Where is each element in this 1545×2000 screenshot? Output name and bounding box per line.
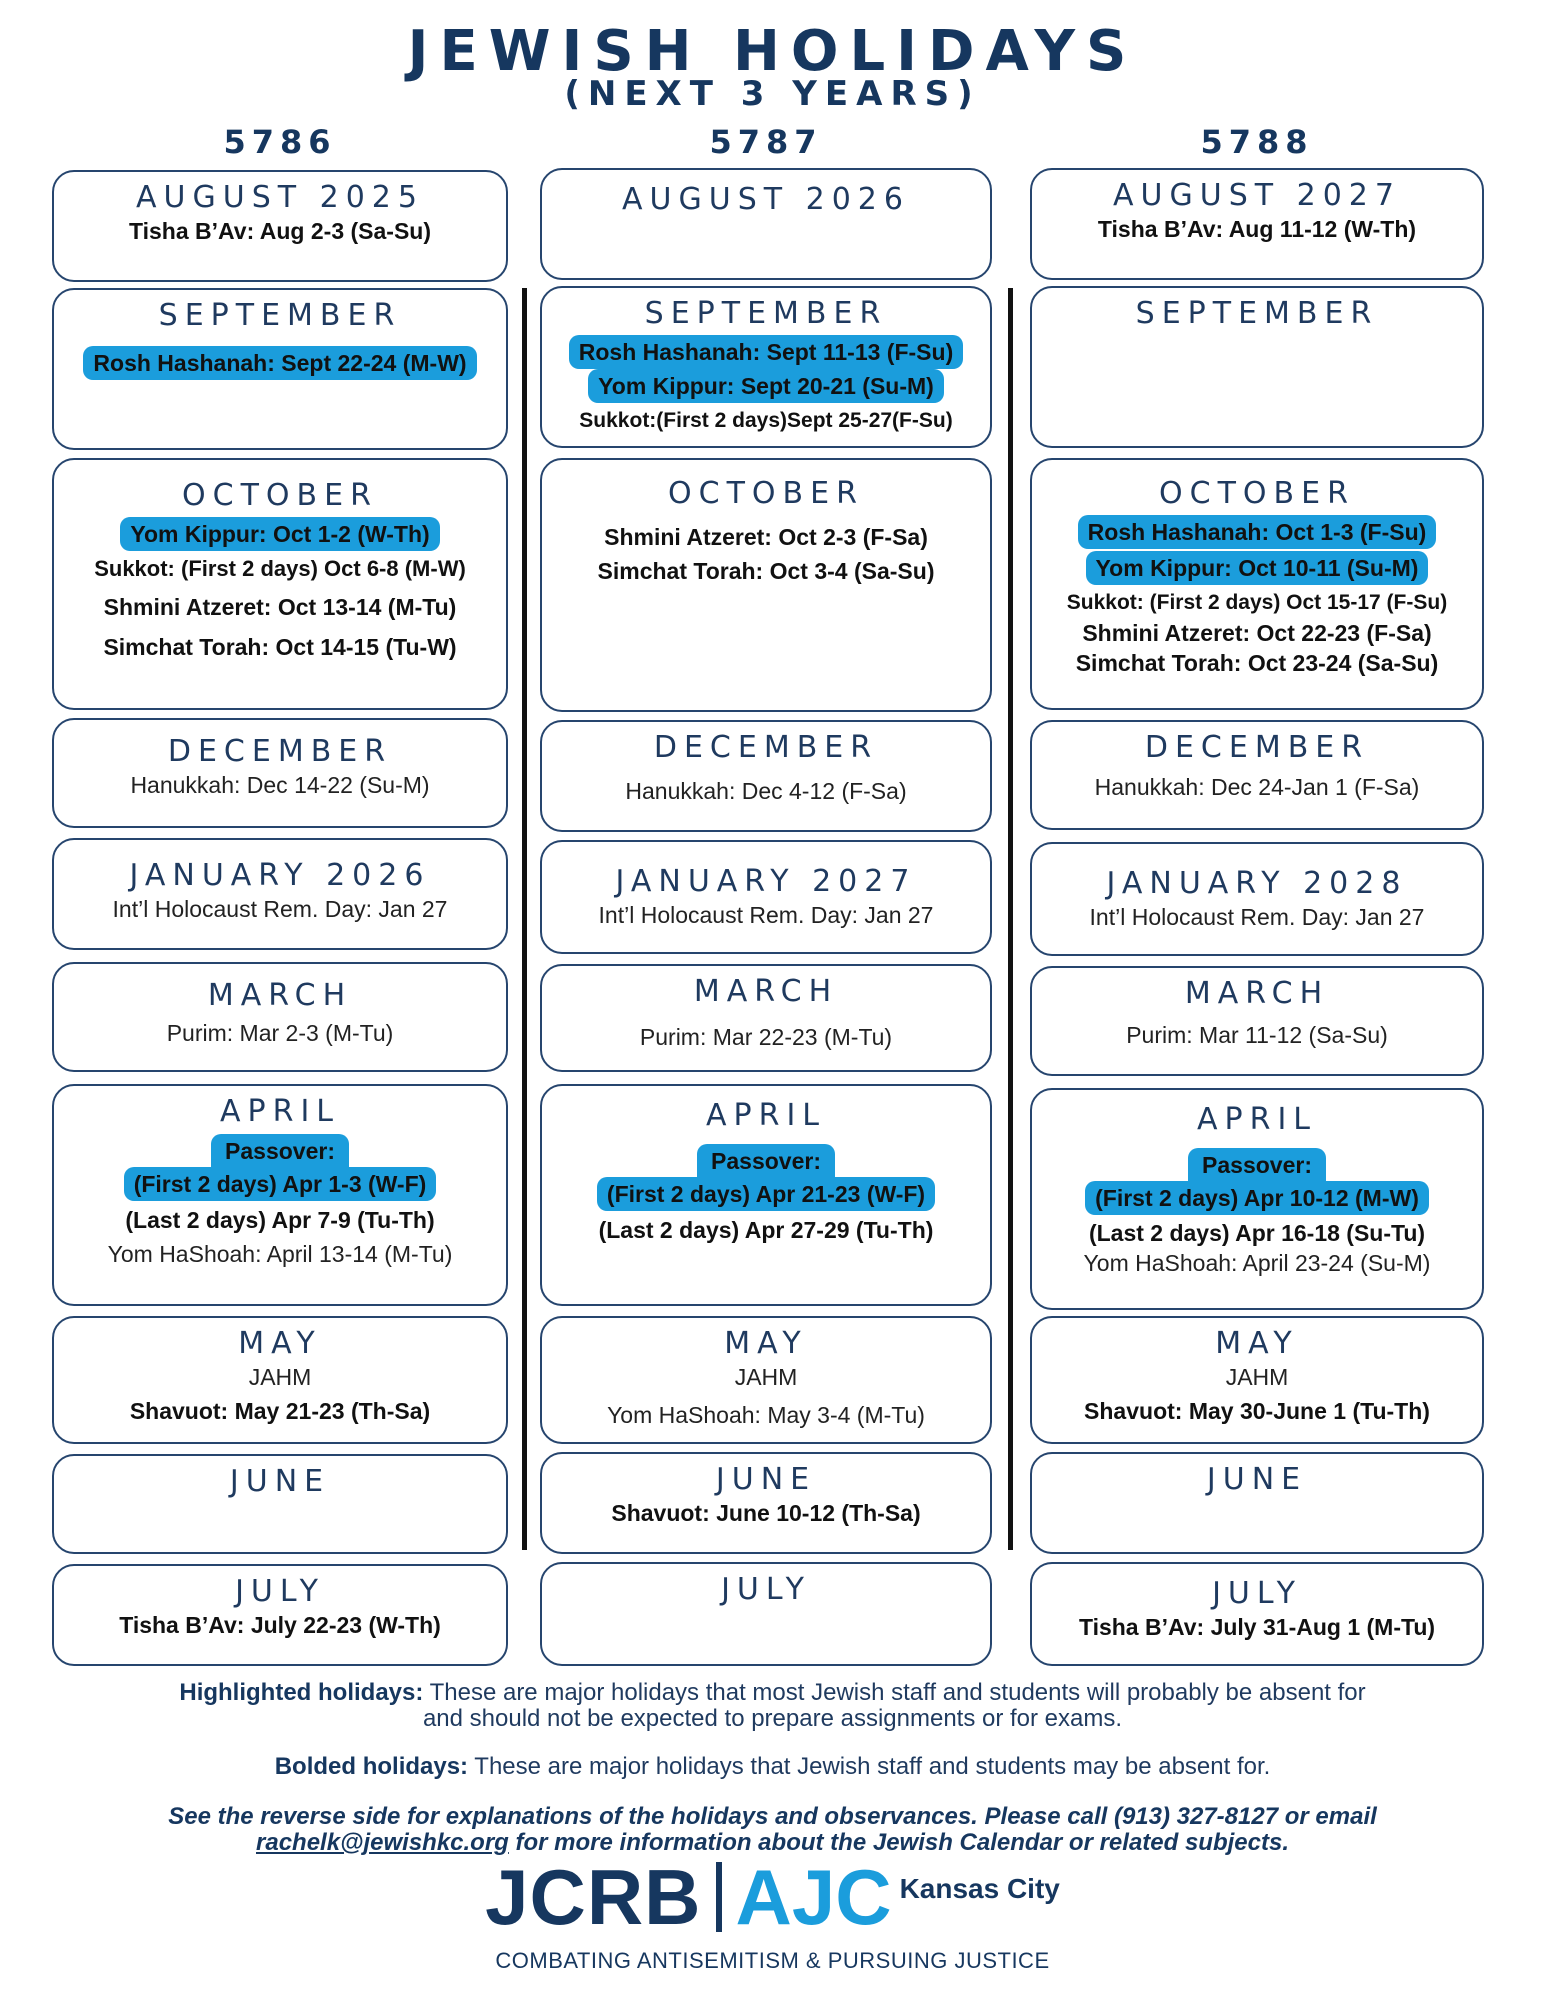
holiday-line: Sukkot:(First 2 days)Sept 25-27(F-Su)	[579, 409, 953, 432]
year-label: 5786	[223, 123, 337, 161]
month-box-april	[1030, 1088, 1484, 1310]
highlighted-holiday: Rosh Hashanah: Oct 1-3 (F-Su)	[1078, 515, 1437, 549]
note-line-1: See the reverse side for explanations of the holidays and observances. Please call (913) 327-8127 or email	[168, 1803, 1377, 1830]
month-title: AUGUST 2026	[622, 182, 910, 217]
holiday-line: Purim: Mar 22-23 (M-Tu)	[639, 1024, 893, 1050]
month-title: JUNE	[1206, 1462, 1308, 1497]
month-box-june	[1030, 1452, 1484, 1554]
month-title: AUGUST 2025	[136, 180, 424, 215]
highlighted-text-2: and should not be expected to prepare assignments or for exams.	[422, 1705, 1123, 1732]
highlighted-holiday: Rosh Hashanah: Sept 22-24 (M-W)	[83, 346, 476, 380]
year-label: 5788	[1200, 123, 1314, 161]
holiday-line: Tisha B’Av: Aug 2-3 (Sa-Su)	[128, 218, 432, 244]
logo-jcrb: JCRB	[485, 1853, 702, 1941]
holiday-line: Hanukkah: Dec 4-12 (F-Sa)	[625, 778, 907, 804]
page-subtitle: (NEXT 3 YEARS)	[564, 74, 981, 114]
month-box-march	[1030, 966, 1484, 1076]
month-box-march	[540, 964, 992, 1072]
highlighted-legend	[0, 1680, 1545, 1732]
holiday-line: Yom HaShoah: April 13-14 (M-Tu)	[107, 1241, 453, 1267]
month-box-april	[540, 1084, 992, 1306]
month-title: JUNE	[715, 1462, 817, 1497]
month-box-december	[52, 718, 508, 828]
month-box-september	[1030, 286, 1484, 448]
holiday-line: Purim: Mar 11-12 (Sa-Su)	[1126, 1022, 1388, 1048]
bolded-label: Bolded holidays:	[274, 1753, 469, 1780]
passover-tab: Passover:	[211, 1134, 349, 1168]
holiday-line: JAHM	[734, 1364, 798, 1390]
month-title: APRIL	[219, 1094, 341, 1129]
email-link[interactable]: rachelk@jewishkc.org	[256, 1829, 509, 1856]
month-title: JANUARY 2028	[1106, 866, 1408, 901]
bolded-legend	[0, 1754, 1545, 1780]
month-title: JULY	[1212, 1576, 1302, 1611]
month-title: OCTOBER	[668, 476, 864, 511]
holiday-line: Int’l Holocaust Rem. Day: Jan 27	[598, 902, 934, 928]
highlighted-holiday: Yom Kippur: Oct 10-11 (Su-M)	[1086, 551, 1429, 585]
holiday-line: Simchat Torah: Oct 3-4 (Sa-Su)	[597, 558, 935, 584]
holiday-line: (Last 2 days) Apr 7-9 (Tu-Th)	[125, 1207, 435, 1233]
month-box-june	[52, 1454, 508, 1554]
month-title: JUNE	[229, 1464, 331, 1499]
month-box-september	[540, 286, 992, 448]
month-title: MARCH	[693, 974, 839, 1009]
passover-tab: Passover:	[697, 1144, 835, 1178]
month-box-january	[52, 838, 508, 950]
holiday-line: Hanukkah: Dec 14-22 (Su-M)	[130, 772, 430, 798]
month-title: MAY	[1215, 1326, 1299, 1361]
holiday-line: Tisha B’Av: July 31-Aug 1 (M-Tu)	[1078, 1614, 1436, 1640]
holiday-line: Simchat Torah: Oct 14-15 (Tu-W)	[103, 634, 457, 660]
month-title: DECEMBER	[1144, 730, 1370, 765]
passover-tab: Passover:	[1188, 1148, 1326, 1182]
holiday-line: Tisha B’Av: Aug 11-12 (W-Th)	[1097, 216, 1417, 242]
holiday-line: JAHM	[248, 1364, 312, 1390]
holiday-line: Hanukkah: Dec 24-Jan 1 (F-Sa)	[1094, 774, 1420, 800]
month-box-june	[540, 1452, 992, 1554]
highlighted-holiday: (First 2 days) Apr 1-3 (W-F)	[124, 1167, 437, 1201]
holiday-line: (Last 2 days) Apr 16-18 (Su-Tu)	[1088, 1220, 1426, 1246]
highlighted-holiday: Yom Kippur: Sept 20-21 (Su-M)	[588, 369, 944, 403]
bolded-text: These are major holidays that Jewish staff and students may be absent for.	[468, 1753, 1271, 1780]
month-box-october	[1030, 458, 1484, 710]
highlighted-holiday: Yom Kippur: Oct 1-2 (W-Th)	[120, 517, 439, 551]
month-title: DECEMBER	[167, 734, 393, 769]
month-box-august	[52, 170, 508, 282]
month-title: MARCH	[207, 978, 353, 1013]
month-title: SEPTEMBER	[1135, 296, 1379, 331]
column-divider-right	[1008, 288, 1013, 1550]
logo-divider	[716, 1862, 722, 1932]
holiday-line: (Last 2 days) Apr 27-29 (Tu-Th)	[598, 1217, 934, 1243]
holiday-line: Yom HaShoah: May 3-4 (M-Tu)	[607, 1402, 925, 1428]
month-title: JULY	[721, 1572, 811, 1607]
month-title: DECEMBER	[653, 730, 879, 765]
logo-ajc: AJC	[735, 1853, 892, 1941]
highlighted-holiday: (First 2 days) Apr 10-12 (M-W)	[1085, 1181, 1429, 1215]
month-box-january	[1030, 842, 1484, 956]
month-box-january	[540, 840, 992, 954]
highlighted-text: These are major holidays that most Jewish staff and students will probably be absent for	[423, 1679, 1366, 1706]
month-box-may	[52, 1316, 508, 1444]
month-box-december	[540, 720, 992, 832]
month-box-september	[52, 288, 508, 450]
month-title: SEPTEMBER	[644, 296, 888, 331]
month-box-october	[52, 458, 508, 710]
holiday-line: Purim: Mar 2-3 (M-Tu)	[166, 1020, 394, 1046]
logo-tagline: COMBATING ANTISEMITISM & PURSUING JUSTICE	[495, 1948, 1050, 1973]
month-title: APRIL	[705, 1098, 827, 1133]
month-box-july	[1030, 1562, 1484, 1666]
holiday-line: Int’l Holocaust Rem. Day: Jan 27	[1089, 904, 1425, 930]
holiday-line: Shavuot: May 30-June 1 (Tu-Th)	[1084, 1398, 1430, 1424]
month-box-august	[1030, 168, 1484, 280]
holiday-line: Shmini Atzeret: Oct 2-3 (F-Sa)	[604, 524, 928, 550]
reverse-side-note	[0, 1804, 1545, 1856]
month-title: MARCH	[1184, 976, 1330, 1011]
month-box-july	[540, 1562, 992, 1666]
month-title: AUGUST 2027	[1113, 178, 1401, 213]
holiday-line: Shmini Atzeret: Oct 22-23 (F-Sa)	[1082, 620, 1432, 646]
holiday-line: Sukkot: (First 2 days) Oct 6-8 (M-W)	[94, 556, 466, 581]
holiday-line: Tisha B’Av: July 22-23 (W-Th)	[119, 1612, 441, 1638]
year-label: 5787	[709, 123, 823, 161]
month-title: SEPTEMBER	[158, 298, 402, 333]
holiday-line: Shavuot: May 21-23 (Th-Sa)	[129, 1398, 431, 1424]
month-title: JULY	[235, 1574, 325, 1609]
holiday-line: Yom HaShoah: April 23-24 (Su-M)	[1083, 1250, 1431, 1276]
holiday-line: Shavuot: June 10-12 (Th-Sa)	[611, 1500, 921, 1526]
highlighted-label: Highlighted holidays:	[179, 1679, 424, 1706]
month-box-april	[52, 1084, 508, 1306]
month-title: MAY	[238, 1326, 322, 1361]
month-box-march	[52, 962, 508, 1072]
organization-logo	[0, 1852, 1545, 1943]
page-title: JEWISH HOLIDAYS	[407, 19, 1138, 84]
month-title: OCTOBER	[182, 478, 378, 513]
highlighted-holiday: Rosh Hashanah: Sept 11-13 (F-Su)	[569, 335, 963, 369]
month-title: APRIL	[1196, 1102, 1318, 1137]
month-title: JANUARY 2027	[615, 864, 917, 899]
holiday-line: Shmini Atzeret: Oct 13-14 (M-Tu)	[103, 594, 457, 620]
holiday-line: Sukkot: (First 2 days) Oct 15-17 (F-Su)	[1066, 591, 1448, 614]
highlighted-holiday: (First 2 days) Apr 21-23 (W-F)	[597, 1177, 935, 1211]
holiday-line: Int’l Holocaust Rem. Day: Jan 27	[112, 896, 448, 922]
holiday-line: JAHM	[1225, 1364, 1289, 1390]
column-divider-left	[522, 288, 527, 1550]
month-title: OCTOBER	[1159, 476, 1355, 511]
month-box-december	[1030, 720, 1484, 830]
month-title: MAY	[724, 1326, 808, 1361]
holiday-line: Simchat Torah: Oct 23-24 (Sa-Su)	[1075, 650, 1439, 676]
note-line-2: for more information about the Jewish Calendar or related subjects.	[508, 1829, 1289, 1856]
month-box-july	[52, 1564, 508, 1666]
logo-kansas-city: Kansas City	[899, 1873, 1060, 1904]
month-box-august	[540, 168, 992, 280]
month-box-may	[1030, 1316, 1484, 1444]
month-box-may	[540, 1316, 992, 1444]
month-box-october	[540, 458, 992, 712]
month-title: JANUARY 2026	[129, 858, 431, 893]
